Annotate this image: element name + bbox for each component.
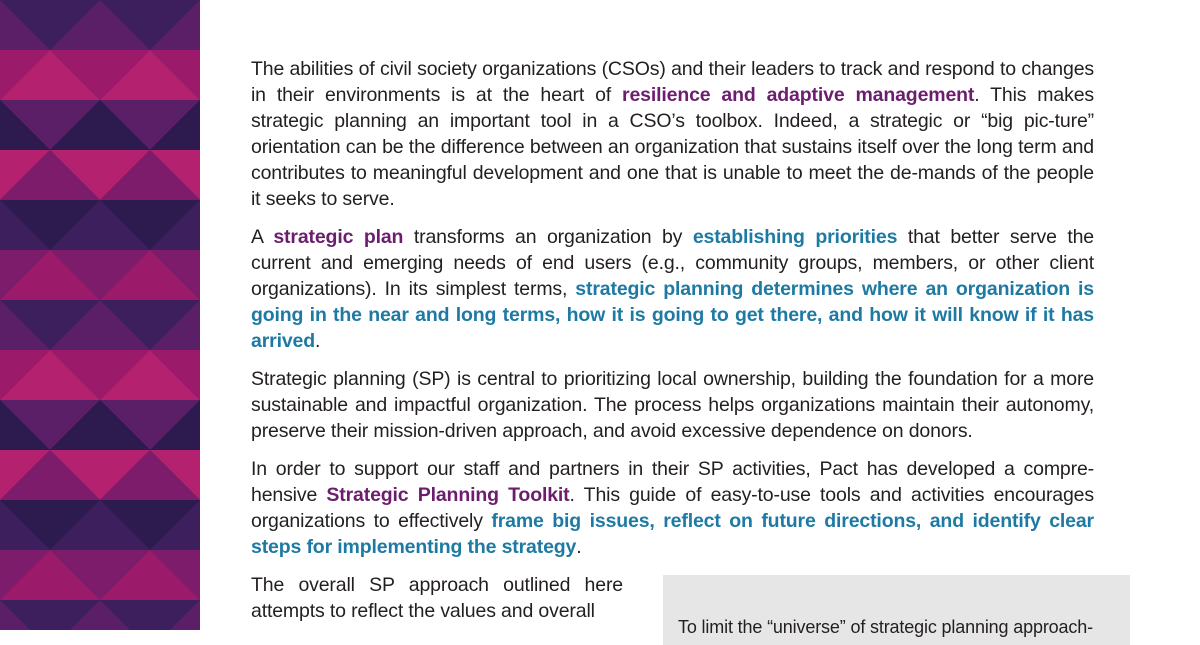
decorative-pattern-sidebar: [0, 0, 200, 630]
paragraph-toolkit: In order to support our staff and partners in their SP activities, Pact has developed a compre-hensive Strategic Planning Toolkit. This guide of easy-to-use tools and activities encourages organizations to effectively frame big issues, reflect on future directions, and identify clear steps for implementing the strategy.: [251, 458, 1094, 558]
paragraph-sp-approach: The overall SP approach outlined here attempts to reflect the values and overall: [251, 574, 623, 622]
paragraph-strategic-plan: A strategic plan transforms an organization by establishing priorities that better serve the current and emerging needs of end users (e.g., community groups, members, or other client organizations). In its simplest terms, strategic planning determines where an organization is going in the near and long terms, how it is going to get there, and how it will know if it has arrived.: [251, 226, 1094, 352]
link-resilience[interactable]: resilience and adaptive management: [622, 84, 975, 106]
highlight-establishing-priorities: establishing priorities: [692, 226, 898, 248]
callout-box: [663, 575, 1130, 645]
link-strategic-plan[interactable]: strategic plan: [273, 226, 404, 248]
highlight-frame-big-issues: frame big issues, reflect on future directions, and identify clear steps for implementing the strategy: [251, 510, 1094, 558]
paragraph-intro: The abilities of civil society organizations (CSOs) and their leaders to track and respond to changes in their environments is at the heart of resilience and adaptive management. This makes strategic planning an important tool in a CSO’s toolbox. Indeed, a strategic or “big pic-ture” orientation can be the difference between an organization that sustains itself over the long term and contributes to meaningful development and one that is unable to meet the de-mands of the people it seeks to serve.: [251, 58, 1094, 210]
highlight-definition: strategic planning determines where an organization is going in the near and long terms, how it is going to get there, and how it will know if it has arrived: [251, 278, 1094, 352]
geometric-pattern: [0, 0, 200, 630]
article-body: [251, 56, 1094, 636]
heading-fragment: [620, 0, 690, 4]
link-strategic-planning-toolkit[interactable]: Strategic Planning Toolkit: [326, 484, 570, 506]
callout-text: To limit the “universe” of strategic planning approach-: [678, 617, 1093, 637]
paragraph-sp-central: Strategic planning (SP) is central to prioritizing local ownership, building the foundation for a more sustainable and impactful organization. The process helps organizations maintain their autonomy, preserve their mission-driven approach, and avoid excessive dependence on donors.: [251, 368, 1094, 442]
